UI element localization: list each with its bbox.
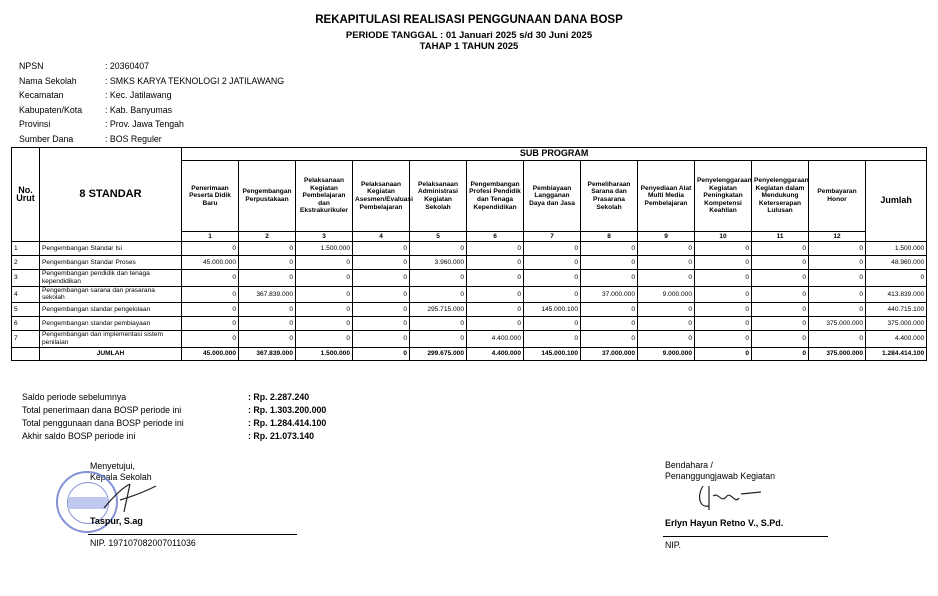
cell-value: 0 bbox=[752, 317, 809, 331]
cell-value: 0 bbox=[638, 317, 695, 331]
cell-value: 0 bbox=[182, 317, 239, 331]
column-number: 8 bbox=[581, 232, 638, 242]
treasurer-label: Bendahara / bbox=[665, 460, 713, 470]
cell-value: 0 bbox=[809, 331, 866, 348]
column-header: Pelaksanaan Kegiatan Pembelajaran dan Ekstrakurikuler bbox=[296, 161, 353, 232]
column-number: 2 bbox=[239, 232, 296, 242]
report-period: PERIODE TANGGAL : 01 Januari 2025 s/d 30 Juni 2025 bbox=[345, 30, 593, 41]
row-number: 1 bbox=[12, 242, 40, 256]
cell-value: 0 bbox=[239, 331, 296, 348]
cell-value: 0 bbox=[809, 270, 866, 287]
total-spacer bbox=[12, 347, 40, 360]
table-row bbox=[12, 286, 927, 303]
column-number: 11 bbox=[752, 232, 809, 242]
column-number: 6 bbox=[467, 232, 524, 242]
column-number: 1 bbox=[182, 232, 239, 242]
cell-value: 0 bbox=[182, 242, 239, 256]
row-total: 0 bbox=[866, 270, 927, 287]
cell-value: 0 bbox=[353, 270, 410, 287]
cell-value: 0 bbox=[524, 256, 581, 270]
treasurer-nip: NIP. bbox=[665, 540, 681, 550]
column-number: 5 bbox=[410, 232, 467, 242]
cell-value: 0 bbox=[581, 270, 638, 287]
cell-value: 0 bbox=[410, 331, 467, 348]
principal-nip: NIP. 197107082007011036 bbox=[90, 538, 196, 548]
cell-value: 0 bbox=[467, 303, 524, 317]
cell-value: 0 bbox=[353, 256, 410, 270]
table-row bbox=[12, 242, 927, 256]
row-standard-name: Pengembangan dan implementasi sistem penilaian bbox=[40, 331, 182, 348]
row-number: 5 bbox=[12, 303, 40, 317]
cell-value: 0 bbox=[467, 270, 524, 287]
row-standard-name: Pengembangan standar pengelolaan bbox=[40, 303, 182, 317]
cell-value: 295.715.000 bbox=[410, 303, 467, 317]
cell-value: 0 bbox=[296, 286, 353, 303]
cell-value: 0 bbox=[809, 242, 866, 256]
principal-name: Taspur, S.ag bbox=[90, 516, 143, 526]
cell-value: 0 bbox=[581, 331, 638, 348]
info-row: Kabupaten/Kota : Kab. Banyumas bbox=[19, 104, 172, 115]
cell-value: 0 bbox=[467, 286, 524, 303]
total-cell: 45.000.000 bbox=[182, 347, 239, 360]
approval-label: Menyetujui, bbox=[90, 461, 135, 471]
cell-value: 0 bbox=[467, 256, 524, 270]
cell-value: 0 bbox=[638, 331, 695, 348]
total-cell: 1.500.000 bbox=[296, 347, 353, 360]
cell-value: 0 bbox=[410, 317, 467, 331]
total-cell: 367.839.000 bbox=[239, 347, 296, 360]
cell-value: 1.500.000 bbox=[296, 242, 353, 256]
summary-row: Total penggunaan dana BOSP periode ini : Rp. 1.284.414.100 bbox=[22, 418, 327, 428]
cell-value: 145.000.100 bbox=[524, 303, 581, 317]
summary-row: Saldo periode sebelumnya : Rp. 2.287.240 bbox=[22, 392, 310, 402]
cell-value: 0 bbox=[353, 286, 410, 303]
cell-value: 0 bbox=[524, 242, 581, 256]
cell-value: 0 bbox=[695, 242, 752, 256]
cell-value: 367.839.000 bbox=[239, 286, 296, 303]
cell-value: 0 bbox=[809, 303, 866, 317]
cell-value: 3.960.000 bbox=[410, 256, 467, 270]
column-header: Pembiayaan Langganan Daya dan Jasa bbox=[524, 161, 581, 232]
total-cell: 37.000.000 bbox=[581, 347, 638, 360]
row-standard-name: Pengembangan Standar Isi bbox=[40, 242, 182, 256]
row-number: 2 bbox=[12, 256, 40, 270]
cell-value: 0 bbox=[410, 286, 467, 303]
total-cell: 299.675.000 bbox=[410, 347, 467, 360]
report-stage: TAHAP 1 TAHUN 2025 bbox=[419, 41, 519, 52]
cell-value: 0 bbox=[638, 256, 695, 270]
principal-signature bbox=[100, 478, 160, 518]
info-row: Provinsi : Prov. Jawa Tengah bbox=[19, 119, 184, 129]
total-label: JUMLAH bbox=[40, 347, 182, 360]
treasurer-title: Penanggungjawab Kegiatan bbox=[665, 471, 776, 481]
info-row: Kecamatan : Kec. Jatilawang bbox=[19, 90, 172, 100]
sub-program-header: SUB PROGRAM bbox=[182, 148, 927, 161]
school-info bbox=[19, 59, 284, 146]
cell-value: 0 bbox=[809, 256, 866, 270]
column-header: Penerimaan Peserta Didik Baru bbox=[182, 161, 239, 232]
report-title: REKAPITULASI REALISASI PENGGUNAAN DANA BOSP bbox=[315, 14, 623, 26]
row-standard-name: Pengembangan pendidik dan tenaga kependidikan bbox=[40, 270, 182, 287]
column-header: Penyediaan Alat Multi Media Pembelajaran bbox=[638, 161, 695, 232]
row-total: 1.500.000 bbox=[866, 242, 927, 256]
cell-value: 0 bbox=[695, 303, 752, 317]
row-number: 3 bbox=[12, 270, 40, 287]
total-row bbox=[12, 347, 927, 360]
column-number: 12 bbox=[809, 232, 866, 242]
cell-value: 0 bbox=[638, 303, 695, 317]
info-row: Nama Sekolah : SMKS KARYA TEKNOLOGI 2 JATILAWANG bbox=[19, 75, 285, 86]
row-total: 413.839.000 bbox=[866, 286, 927, 303]
summary-row: Akhir saldo BOSP periode ini : Rp. 21.073.140 bbox=[22, 431, 315, 441]
column-header: Pemeliharaan Sarana dan Prasarana Sekolah bbox=[581, 161, 638, 232]
cell-value: 0 bbox=[752, 331, 809, 348]
info-row: NPSN : 20360407 bbox=[19, 61, 150, 71]
column-number: 9 bbox=[638, 232, 695, 242]
cell-value: 0 bbox=[296, 303, 353, 317]
cell-value: 0 bbox=[467, 317, 524, 331]
row-standard-name: Pengembangan sarana dan prasarana sekolah bbox=[40, 286, 182, 303]
cell-value: 0 bbox=[695, 286, 752, 303]
cell-value: 0 bbox=[524, 331, 581, 348]
cell-value: 0 bbox=[695, 317, 752, 331]
cell-value: 0 bbox=[296, 270, 353, 287]
row-number: 7 bbox=[12, 331, 40, 348]
cell-value: 0 bbox=[353, 242, 410, 256]
table-row bbox=[12, 303, 927, 317]
standar-header: 8 STANDAR bbox=[40, 148, 182, 242]
table-row bbox=[12, 256, 927, 270]
cell-value: 0 bbox=[581, 303, 638, 317]
column-number: 7 bbox=[524, 232, 581, 242]
cell-value: 375.000.000 bbox=[809, 317, 866, 331]
row-number: 4 bbox=[12, 286, 40, 303]
cell-value: 9.000.000 bbox=[638, 286, 695, 303]
row-total: 440.715.100 bbox=[866, 303, 927, 317]
principal-signature-line bbox=[88, 534, 297, 535]
cell-value: 0 bbox=[581, 242, 638, 256]
column-number: 10 bbox=[695, 232, 752, 242]
table-row bbox=[12, 270, 927, 287]
no-header: No. Urut bbox=[12, 148, 40, 242]
cell-value: 0 bbox=[239, 256, 296, 270]
cell-value: 0 bbox=[524, 270, 581, 287]
column-header: Pembayaran Honor bbox=[809, 161, 866, 232]
column-header: Penyelenggaraan Kegiatan Peningkatan Kompetensi Keahlian bbox=[695, 161, 752, 232]
cell-value: 0 bbox=[182, 286, 239, 303]
cell-value: 0 bbox=[581, 256, 638, 270]
cell-value: 0 bbox=[638, 242, 695, 256]
cell-value: 37.000.000 bbox=[581, 286, 638, 303]
cell-value: 0 bbox=[581, 317, 638, 331]
cell-value: 0 bbox=[182, 303, 239, 317]
column-header: Pelaksanaan Administrasi Kegiatan Sekolah bbox=[410, 161, 467, 232]
cell-value: 0 bbox=[353, 331, 410, 348]
cell-value: 0 bbox=[239, 270, 296, 287]
row-standard-name: Pengembangan standar pembiayaan bbox=[40, 317, 182, 331]
cell-value: 0 bbox=[296, 331, 353, 348]
column-header: Pelaksanaan Kegiatan Asesmen/Evaluasi Pembelajaran bbox=[353, 161, 410, 232]
treasurer-name: Erlyn Hayun Retno V., S.Pd. bbox=[665, 518, 784, 528]
row-number: 6 bbox=[12, 317, 40, 331]
cell-value: 0 bbox=[638, 270, 695, 287]
column-number: 4 bbox=[353, 232, 410, 242]
cell-value: 0 bbox=[410, 242, 467, 256]
cell-value: 0 bbox=[410, 270, 467, 287]
cell-value: 0 bbox=[467, 242, 524, 256]
principal-title: Kepala Sekolah bbox=[90, 472, 152, 482]
cell-value: 0 bbox=[353, 303, 410, 317]
column-header: Pengembangan Profesi Pendidik dan Tenaga Kependidikan bbox=[467, 161, 524, 232]
cell-value: 0 bbox=[752, 242, 809, 256]
column-header: Pengembangan Perpustakaan bbox=[239, 161, 296, 232]
column-header: Penyelenggaraan Kegiatan dalam Mendukung Keterserapan Lulusan bbox=[752, 161, 809, 232]
cell-value: 0 bbox=[752, 303, 809, 317]
cell-value: 0 bbox=[524, 317, 581, 331]
total-cell: 0 bbox=[695, 347, 752, 360]
recap-table bbox=[11, 147, 927, 361]
row-total: 48.960.000 bbox=[866, 256, 927, 270]
cell-value: 0 bbox=[296, 317, 353, 331]
total-cell: 0 bbox=[752, 347, 809, 360]
cell-value: 0 bbox=[524, 286, 581, 303]
cell-value: 0 bbox=[239, 317, 296, 331]
cell-value: 0 bbox=[296, 256, 353, 270]
cell-value: 0 bbox=[182, 331, 239, 348]
row-standard-name: Pengembangan Standar Proses bbox=[40, 256, 182, 270]
cell-value: 0 bbox=[239, 303, 296, 317]
treasurer-signature-line bbox=[663, 536, 828, 537]
total-cell: 9.000.000 bbox=[638, 347, 695, 360]
info-row: Sumber Dana : BOS Reguler bbox=[19, 133, 162, 144]
total-header: Jumlah bbox=[866, 161, 927, 242]
column-number: 3 bbox=[296, 232, 353, 242]
table-row bbox=[12, 331, 927, 348]
cell-value: 45.000.000 bbox=[182, 256, 239, 270]
grand-total: 1.284.414.100 bbox=[866, 347, 927, 360]
treasurer-signature bbox=[695, 482, 765, 516]
cell-value: 0 bbox=[752, 256, 809, 270]
cell-value: 0 bbox=[695, 256, 752, 270]
cell-value: 0 bbox=[239, 242, 296, 256]
total-cell: 375.000.000 bbox=[809, 347, 866, 360]
cell-value: 0 bbox=[353, 317, 410, 331]
row-total: 375.000.000 bbox=[866, 317, 927, 331]
cell-value: 0 bbox=[182, 270, 239, 287]
cell-value: 0 bbox=[695, 331, 752, 348]
summary-row: Total penerimaan dana BOSP periode ini : Rp. 1.303.200.000 bbox=[22, 405, 327, 415]
cell-value: 0 bbox=[752, 286, 809, 303]
cell-value: 0 bbox=[752, 270, 809, 287]
total-cell: 145.000.100 bbox=[524, 347, 581, 360]
row-total: 4.400.000 bbox=[866, 331, 927, 348]
total-cell: 0 bbox=[353, 347, 410, 360]
cell-value: 0 bbox=[809, 286, 866, 303]
summary bbox=[22, 391, 326, 443]
cell-value: 4.400.000 bbox=[467, 331, 524, 348]
table-row bbox=[12, 317, 927, 331]
cell-value: 0 bbox=[695, 270, 752, 287]
total-cell: 4.400.000 bbox=[467, 347, 524, 360]
